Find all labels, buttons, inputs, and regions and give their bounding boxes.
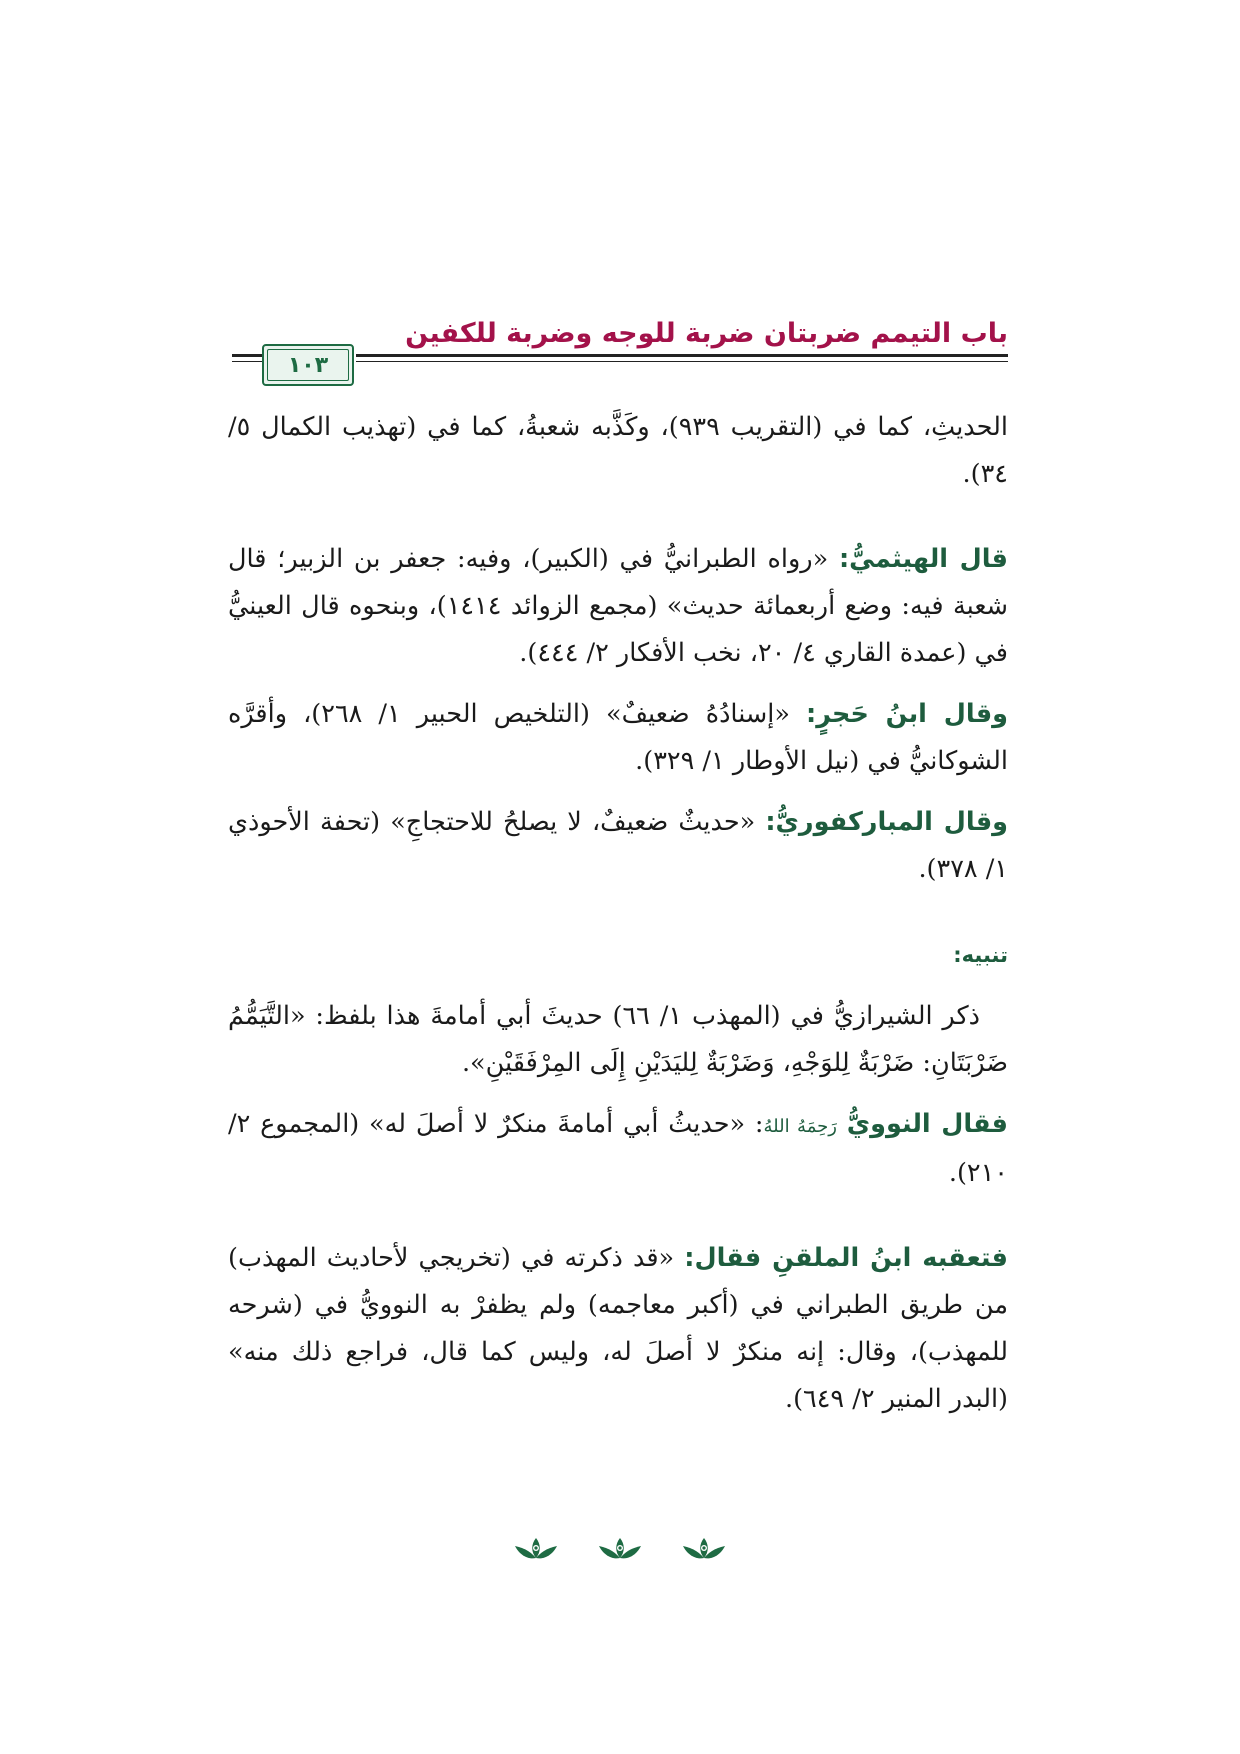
paragraph-shirazi-text: ذكر الشيرازيُّ في (المهذب ١/ ٦٦) حديثَ أبي أمامةَ هذا بلفظ: «التَّيَمُّمُ ضَرْبَتَانِ: ضَرْبَةٌ لِلوَجْهِ، وَضَرْبَةٌ لِليَدَيْنِ إِلَى المِرْفَقَيْنِ». xyxy=(228,1001,1008,1078)
paragraph-mubarakfuri-lead: وقال المباركفوريُّ: xyxy=(765,807,1008,837)
paragraph-ibn-mulaqqin xyxy=(228,1235,1008,1423)
paragraph-mubarakfuri-text: «حديثٌ ضعيفٌ، لا يصلحُ للاحتجاجِ» (تحفة الأحوذي ١/ ٣٧٨). xyxy=(228,807,1008,884)
paragraph-haythami xyxy=(228,536,1008,677)
chapter-title: باب التيمم ضربتان ضربة للوجه وضربة للكفين xyxy=(405,318,1008,349)
header-rule-left-thick xyxy=(232,354,262,357)
paragraph-ibn-hajar-lead: وقال ابنُ حَجرٍ: xyxy=(806,699,1008,729)
paragraph-ibn-hajar xyxy=(228,691,1008,785)
header-rule-left-thin xyxy=(232,361,262,362)
paragraph-nawawi-text: : «حديثُ أبي أمامةَ منكرٌ لا أصلَ له» (المجموع ٢/ ٢١٠). xyxy=(228,1109,1008,1188)
floral-ornament-icon xyxy=(511,1534,561,1564)
paragraph-haythami-lead: قال الهيثميُّ: xyxy=(838,544,1008,574)
paragraph-mubarakfuri xyxy=(228,799,1008,893)
header-rule-right-thin xyxy=(356,361,1008,362)
paragraph-1-text: الحديثِ، كما في (التقريب ٩٣٩)، وكَذَّبه شعبةُ، كما في (تهذيب الكمال ٥/ ٣٤). xyxy=(228,412,1008,489)
note-heading: تنبيه: xyxy=(953,943,1008,967)
paragraph-1 xyxy=(228,404,1008,498)
floral-ornament-icon xyxy=(679,1534,729,1564)
paragraph-ibn-hajar-text: «إسنادُهُ ضعيفٌ» (التلخيص الحبير ١/ ٢٦٨)، وأقرَّه الشوكانيُّ في (نيل الأوطار ١/ ٣٢٩). xyxy=(228,699,1008,776)
footer-ornaments xyxy=(0,1534,1240,1564)
page-body xyxy=(228,404,1008,1423)
honorific-text: رَحِمَهُ اللهُ xyxy=(763,1116,837,1137)
paragraph-ibn-mulaqqin-text: «قد ذكرته في (تخريجي لأحاديث المهذب) من طريق الطبراني في (أكبر معاجمه) ولم يظفرْ به النوويُّ في (شرحه للمهذب)، وقال: إنه منكرٌ لا أصلَ له، وليس كما قال، فراجع ذلك منه» (البدر المنير ٢/ ٦٤٩). xyxy=(228,1243,1008,1414)
note-heading-row xyxy=(228,931,1008,979)
paragraph-nawawi xyxy=(228,1101,1008,1197)
paragraph-shirazi xyxy=(228,993,1008,1087)
paragraph-nawawi-lead: فقال النوويُّ xyxy=(846,1109,1008,1139)
page-number: ١٠٣ xyxy=(287,352,329,378)
ornate-frame-icon xyxy=(262,344,354,386)
header-rule-right-thick xyxy=(356,354,1008,357)
paragraph-ibn-mulaqqin-lead: فتعقبه ابنُ الملقنِ فقال: xyxy=(684,1243,1008,1273)
floral-ornament-icon xyxy=(595,1534,645,1564)
paragraph-haythami-text: «رواه الطبرانيُّ في (الكبير)، وفيه: جعفر بن الزبير؛ قال شعبة فيه: وضع أربعمائة حديث» (مجمع الزوائد ١٤١٤)، وبنحوه قال العينيُّ في (عمدة القاري ٤/ ٢٠، نخب الأفكار ٢/ ٤٤٤). xyxy=(228,544,1008,668)
